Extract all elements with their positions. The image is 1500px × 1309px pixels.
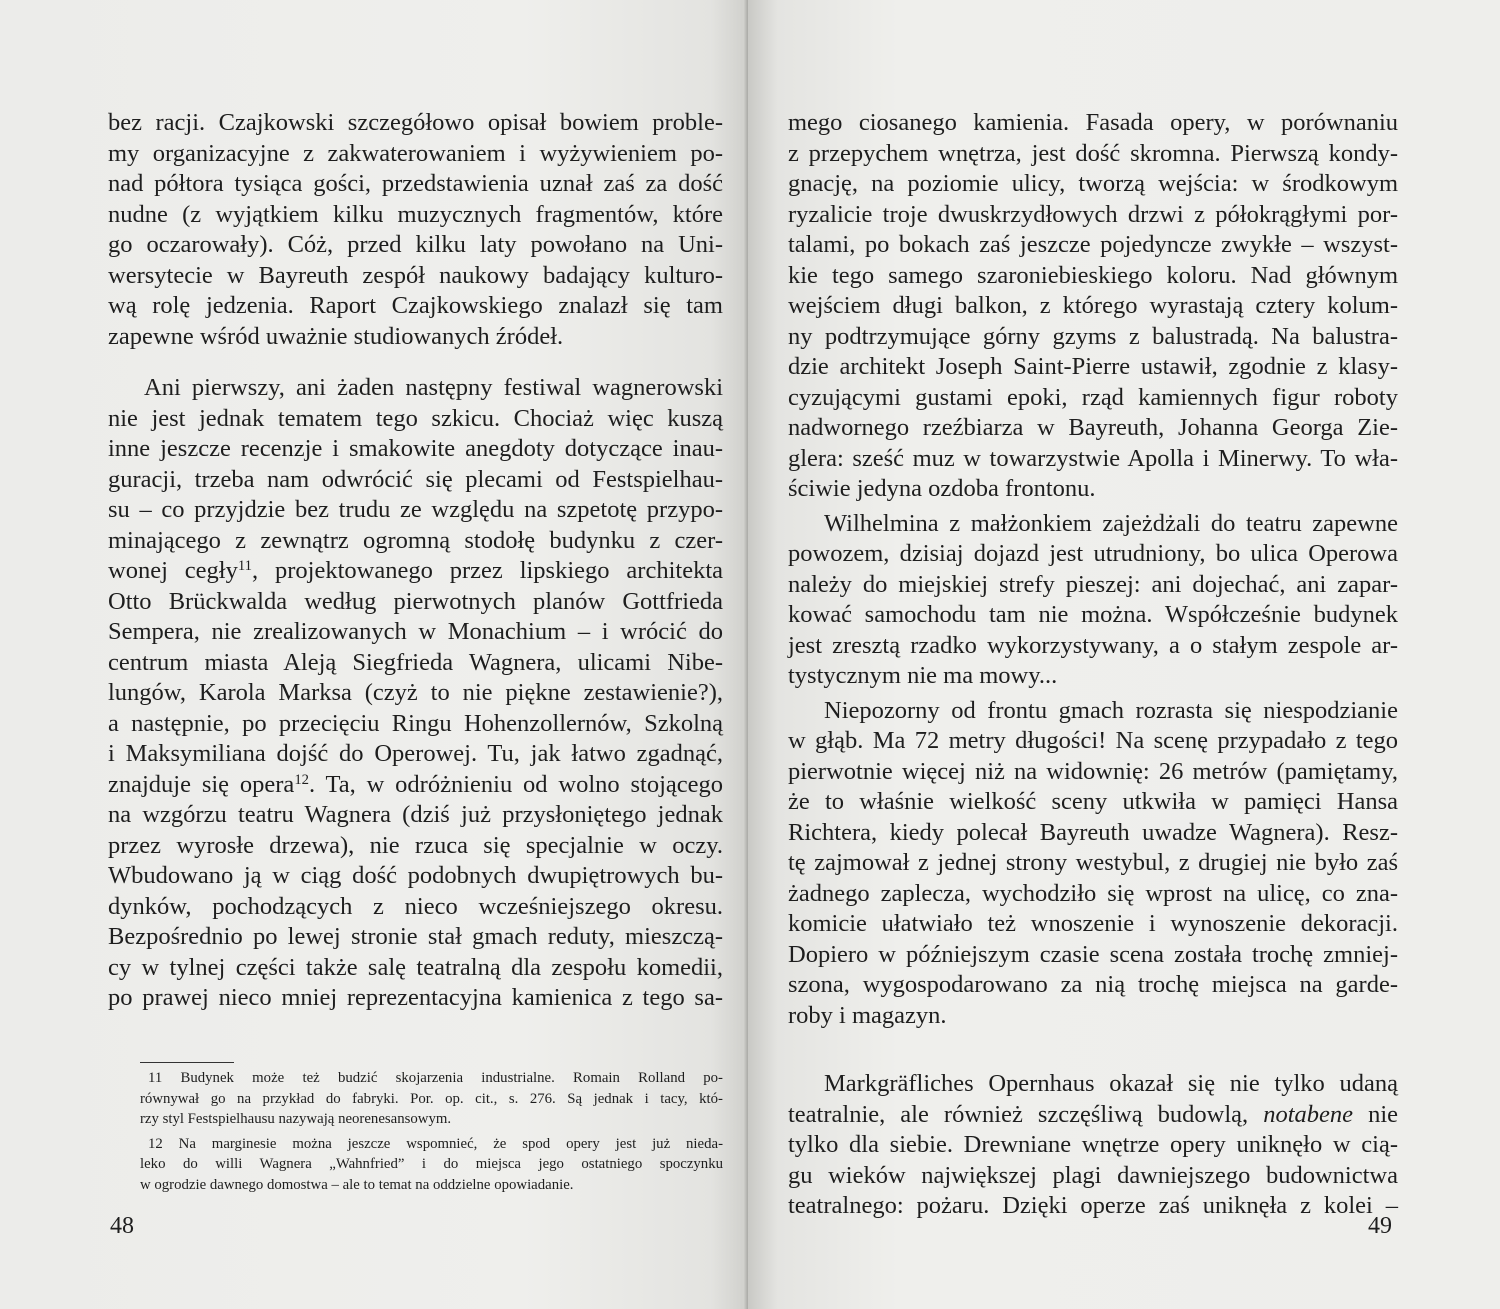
text-line-with-footnote-11 — [108, 556, 723, 587]
text-line: bez racji. Czajkowski szczegółowo opisał bowiem proble- — [108, 109, 723, 136]
text-line: talami, po bokach zaś jeszcze pojedyncze zwykłe – wszyst- — [788, 231, 1398, 258]
text-line: go oczarowały). Cóż, przed kilku laty powołano na Uni- — [108, 231, 723, 258]
text-line: teatralnego: pożaru. Dzięki operze zaś uniknęła z kolei – — [788, 1192, 1398, 1219]
right-page-body — [788, 108, 1398, 1222]
italic-term: notabene — [1263, 1100, 1354, 1128]
text-line: Niepozorny od frontu gmach rozrasta się niespodzianie — [824, 696, 1398, 724]
text-line: pierwotnie więcej niż na widownię: 26 metrów (pamiętamy, — [788, 757, 1398, 785]
text-line: szona, wygospodarowano za nią trochę miejsca na garde- — [788, 971, 1398, 998]
text-line: z przepychem wnętrza, jest dość skromna. Pierwszą kondy- — [788, 139, 1398, 167]
text-line: po prawej nieco mniej reprezentacyjna kamienica z tego sa- — [108, 984, 723, 1011]
text-line: a następnie, po przecięciu Ringu Hohenzollernów, Szkolną — [108, 709, 723, 737]
text-line: minającego z zewnątrz ogromną stodołę budynku z czer- — [108, 526, 723, 554]
text-line: kować samochodu tam nie można. Współcześnie budynek — [788, 601, 1398, 628]
text-line: żadnego zaplecza, wychodziło się wprost na ulicę, co zna- — [788, 879, 1398, 907]
footnote-12-line: leko do willi Wagnera „Wahnfried” i do miejsca jego ostatniego spoczynku — [140, 1156, 723, 1172]
text-line: Dopiero w późniejszym czasie scena została trochę zmniej- — [788, 940, 1398, 968]
footnotes — [140, 1068, 723, 1195]
footnote-11-line: 11 Budynek może też budzić skojarzenia industrialne. Romain Rolland po- — [148, 1070, 723, 1086]
text-line: Markgräfliches Opernhaus okazał się nie tylko udaną — [824, 1070, 1398, 1097]
text-line: roby i magazyn. — [788, 1001, 947, 1029]
footnote-12-line: 12 Na marginesie można jeszcze wspomnieć, że spod opery jest już nieda- — [148, 1135, 723, 1152]
text-line: powozem, dzisiaj dojazd jest utrudniony, bo ulica Operowa — [788, 540, 1398, 567]
text-segment: znajduje się opera — [108, 770, 295, 798]
text-line: w głąb. Ma 72 metry długości! Na scenę przypadało z tego — [788, 727, 1398, 754]
text-line: Ani pierwszy, ani żaden następny festiwal wagnerowski — [144, 374, 723, 401]
text-line: nudne (z wyjątkiem kilku muzycznych fragmentów, które — [108, 200, 723, 228]
text-line: i Maksymiliana dojść do Operowej. Tu, jak łatwo zgadnąć, — [108, 740, 723, 767]
text-line: lungów, Karola Marksa (czyż to nie piękne zestawienie?), — [108, 679, 723, 706]
text-line: gnację, na poziomie ulicy, tworzą wejścia: w środkowym — [788, 170, 1398, 197]
text-line: inne jeszcze recenzje i smakowite anegdoty dotyczące inau- — [108, 435, 723, 462]
text-line: gu wieków największej plagi dawniejszego budownictwa — [788, 1161, 1398, 1189]
text-line: cyzującymi gustami epoki, rząd kamiennych figur roboty — [788, 383, 1398, 411]
text-line: Sempera, nie zrealizowanych w Monachium – i wrócić do — [108, 618, 723, 645]
text-line: guracji, trzeba nam odwrócić się plecami od Festspielhau- — [108, 465, 723, 493]
footnote-mark-12: 12 — [294, 771, 309, 788]
text-line: na wzgórzu teatru Wagnera (dziś już przysłoniętego jednak — [108, 801, 723, 828]
text-line: nie jest jednak tematem tego szkicu. Chociaż więc kuszą — [108, 404, 723, 432]
text-line: przez wyrosłe drzewa), nie rzuca się specjalnie w oczy. — [108, 831, 723, 859]
text-line: glera: sześć muz w towarzystwie Apolla i Minerwy. To wła- — [788, 444, 1398, 472]
text-line: tę zajmował z jednej strony westybul, z drugiej nie było zaś — [788, 849, 1398, 876]
text-line: my organizacyjne z zakwaterowaniem i wyżywieniem po- — [108, 139, 723, 167]
text-line: nadwornego rzeźbiarza w Bayreuth, Johanna Georga Zie- — [788, 414, 1398, 441]
footnote-11-line: rzy styl Festspielhausu nazywają neorenesansowym. — [140, 1111, 452, 1127]
footnote-divider — [140, 1062, 234, 1063]
text-line-with-footnote-12 — [108, 770, 723, 801]
left-page-body — [108, 108, 723, 1014]
text-segment: . Ta, w odróżnieniu od wolno stojącego — [309, 770, 724, 798]
text-line-with-italic — [788, 1100, 1398, 1131]
text-line: ściwie jedyna ozdoba frontonu. — [788, 475, 1096, 502]
text-line: że to właśnie wielkość sceny utkwiła w pamięci Hansa — [788, 788, 1398, 815]
text-segment: nie — [1353, 1100, 1398, 1128]
left-page — [0, 0, 748, 1309]
text-line: Otto Brückwalda według pierwotnych planów Gottfrieda — [108, 587, 723, 615]
text-line: Wbudowano ją w ciąg dość podobnych dwupiętrowych bu- — [108, 862, 723, 889]
text-line: Richtera, kiedy polecał Bayreuth uwadze Wagnera). Resz- — [788, 818, 1398, 846]
text-line: nad półtora tysiąca gości, przedstawienia uznał zaś za dość — [108, 170, 723, 197]
text-line: su – co przyjdzie bez trudu ze względu na szpetotę przypo- — [108, 496, 723, 523]
text-line: ny podtrzymujące górny gzyms z balustradą. Na balustra- — [788, 322, 1398, 350]
text-line: wersytecie w Bayreuth zespół naukowy badający kulturo- — [108, 261, 723, 289]
text-line: zapewne wśród uważnie studiowanych źródeł. — [108, 322, 564, 350]
text-line: wejściem długi balkon, z którego wyrastają cztery kolum- — [788, 292, 1398, 319]
page-number-right: 49 — [1368, 1213, 1392, 1239]
page-number-left: 48 — [110, 1213, 134, 1239]
text-line: komicie ułatwiało też wnoszenie i wynoszenie dekoracji. — [788, 910, 1398, 937]
text-line: dzie architekt Joseph Saint-Pierre ustawił, zgodnie z klasy- — [788, 353, 1398, 380]
text-line: mego ciosanego kamienia. Fasada opery, w porównaniu — [788, 109, 1398, 136]
text-line: Wilhelmina z małżonkiem zajeżdżali do teatru zapewne — [824, 509, 1398, 537]
text-segment: teatralnie, ale również szczęśliwą budowlą, — [788, 1100, 1264, 1128]
text-line: cy w tylnej części także salę teatralną dla zespołu komedii, — [108, 953, 723, 981]
right-page — [748, 0, 1500, 1309]
text-line: Bezpośrednio po lewej stronie stał gmach reduty, mieszczą- — [108, 923, 723, 950]
footnote-mark-11: 11 — [237, 557, 252, 574]
text-segment: wonej cegły — [108, 557, 238, 584]
footnote-12-line: w ogrodzie dawnego domostwa – ale to temat na oddzielne opowiadanie. — [140, 1176, 574, 1193]
text-line: kie tego samego szaroniebieskiego koloru. Nad głównym — [788, 261, 1398, 289]
text-line: tystycznym nie ma mowy... — [788, 662, 1058, 689]
text-line: należy do miejskiej strefy pieszej: ani dojechać, ani zapar- — [788, 570, 1398, 598]
text-line: centrum miasta Aleją Siegfrieda Wagnera, ulicami Nibe- — [108, 648, 723, 676]
text-line: dynków, pochodzących z nieco wcześniejszego okresu. — [108, 892, 723, 920]
text-line: wą rolę jedzenia. Raport Czajkowskiego znalazł się tam — [108, 292, 723, 319]
text-line: ryzalicie troje dwuskrzydłowych drzwi z półokrągłymi por- — [788, 200, 1398, 228]
text-line: tylko dla siebie. Drewniane wnętrze opery uniknęło w cią- — [788, 1131, 1398, 1158]
text-segment: , projektowanego przez lipskiego architekta — [252, 557, 724, 584]
text-line: jest zresztą rzadko wykorzystywany, a o stałym zespole ar- — [788, 631, 1398, 659]
footnote-11-line: równywał go na przykład do fabryki. Por. op. cit., s. 276. Są jednak i tacy, któ- — [140, 1090, 723, 1107]
